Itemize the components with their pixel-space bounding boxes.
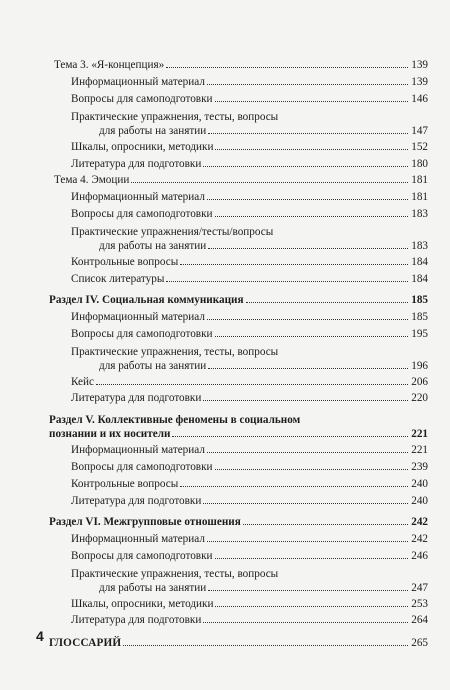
toc-page-number: 265 <box>411 637 428 650</box>
toc-page-number: 152 <box>411 140 428 153</box>
toc-entry-title-line2: познании и их носители <box>49 428 171 441</box>
toc-page-number: 247 <box>411 581 428 594</box>
table-of-contents <box>49 58 428 653</box>
dot-leader <box>172 436 408 437</box>
toc-page-number: 185 <box>411 293 428 306</box>
dot-leader <box>131 182 408 183</box>
toc-page-number: 206 <box>411 375 428 388</box>
toc-subentry <box>49 157 428 174</box>
toc-entry-title: Тема 3. «Я-концепция» <box>54 59 165 71</box>
toc-entry-title: Контрольные вопросы <box>71 478 179 491</box>
toc-entry-title: Литература для подготовки <box>71 157 202 170</box>
toc-page-number: 139 <box>411 59 428 71</box>
toc-subentry <box>49 549 428 566</box>
toc-entry-title: Вопросы для самоподготовки <box>71 461 213 474</box>
dot-leader <box>203 622 408 623</box>
dot-leader <box>215 558 409 559</box>
toc-page-number: 220 <box>411 392 428 405</box>
dot-leader <box>166 281 408 282</box>
toc-subentry <box>49 477 428 494</box>
toc-page-number: 221 <box>411 428 428 441</box>
toc-entry-title: Информационный материал <box>71 444 205 457</box>
toc-entry-title: Литература для подготовки <box>71 495 202 508</box>
dot-leader <box>215 101 409 102</box>
toc-page-number: 221 <box>411 444 428 457</box>
toc-section <box>49 412 428 443</box>
toc-page-number: 240 <box>411 495 428 508</box>
dot-leader <box>180 486 408 487</box>
toc-subentry <box>49 494 428 511</box>
toc-entry-title-line1: Практические упражнения, тесты, вопросы <box>71 567 279 580</box>
dot-leader <box>246 302 408 303</box>
dot-leader <box>208 248 408 249</box>
toc-subentry <box>49 140 428 157</box>
toc-subentry <box>49 443 428 460</box>
dot-leader <box>208 368 408 369</box>
dot-leader <box>207 84 408 85</box>
toc-entry-title: Вопросы для самоподготовки <box>71 92 213 105</box>
toc-entry-title: Вопросы для самоподготовки <box>71 327 213 340</box>
toc-page-number: 180 <box>411 157 428 170</box>
toc-subentry <box>49 375 428 392</box>
toc-subentry <box>49 391 428 408</box>
toc-subentry <box>49 327 428 344</box>
toc-subentry <box>49 207 428 224</box>
toc-page-number: 195 <box>411 327 428 340</box>
dot-leader <box>243 524 408 525</box>
toc-page-number: 242 <box>411 532 428 545</box>
page-number: 4 <box>36 628 44 644</box>
toc-entry-title: Раздел VI. Межгрупповые отношения <box>49 515 241 528</box>
toc-subentry <box>49 597 428 614</box>
toc-subentry <box>49 344 428 375</box>
toc-entry-title: Список литературы <box>71 273 165 286</box>
toc-page-number: 264 <box>411 614 428 627</box>
toc-page-number: 242 <box>411 515 428 528</box>
dot-leader <box>207 319 408 320</box>
toc-entry-title: Шкалы, опросники, методики <box>71 597 214 610</box>
toc-entry-title: Литература для подготовки <box>71 614 202 627</box>
toc-page-number: 240 <box>411 478 428 491</box>
dot-leader <box>203 503 408 504</box>
toc-entry-title: Раздел IV. Социальная коммуникация <box>49 293 244 306</box>
dot-leader <box>208 133 408 134</box>
toc-subentry <box>49 272 428 289</box>
toc-page-number: 183 <box>411 208 428 221</box>
dot-leader <box>215 469 409 470</box>
dot-leader <box>215 216 409 217</box>
toc-subentry <box>49 255 428 272</box>
toc-subentry <box>49 75 428 92</box>
toc-subentry <box>49 224 428 255</box>
dot-leader <box>208 590 408 591</box>
toc-entry-title-line2: для работы на занятии <box>99 359 207 372</box>
toc-section <box>49 515 428 532</box>
toc-page-number: 181 <box>411 174 428 187</box>
toc-subentry <box>49 109 428 140</box>
dot-leader <box>215 606 408 607</box>
toc-page-number: 184 <box>411 273 428 286</box>
toc-entry-title-line1: Практические упражнения, тесты, вопросы <box>71 345 279 358</box>
dot-leader <box>203 166 408 167</box>
toc-entry-title: Контрольные вопросы <box>71 256 179 269</box>
dot-leader <box>207 452 408 453</box>
toc-subentry <box>49 532 428 549</box>
dot-leader <box>180 264 408 265</box>
toc-entry-title: Кейс <box>71 375 94 388</box>
toc-entry-title-line1: Практические упражнения/тесты/вопросы <box>71 226 274 239</box>
dot-leader <box>166 67 408 68</box>
toc-entry-title: Тема 4. Эмоции <box>54 174 130 187</box>
toc-subentry <box>49 310 428 327</box>
toc-page-number: 147 <box>411 124 428 137</box>
dot-leader <box>123 645 408 646</box>
dot-leader <box>207 199 408 200</box>
dot-leader <box>207 541 408 542</box>
toc-page-number: 183 <box>411 240 428 253</box>
toc-page-number: 239 <box>411 461 428 474</box>
dot-leader <box>215 336 409 337</box>
toc-entry-title-line2: для работы на занятии <box>99 581 207 594</box>
toc-entry-title: Информационный материал <box>71 532 205 545</box>
toc-section <box>49 293 428 310</box>
toc-topic <box>49 173 428 190</box>
toc-page-number: 184 <box>411 256 428 269</box>
toc-entry-title: Информационный материал <box>71 75 205 88</box>
toc-entry-title-line1: Практические упражнения, тесты, вопросы <box>71 110 279 123</box>
toc-page-number: 185 <box>411 310 428 323</box>
toc-page-number: 139 <box>411 75 428 88</box>
toc-entry-title: Шкалы, опросники, методики <box>71 140 214 153</box>
toc-entry-title-line2: для работы на занятии <box>99 240 207 253</box>
toc-glossary <box>49 636 428 653</box>
toc-page-number: 181 <box>411 191 428 204</box>
toc-page-number: 253 <box>411 597 428 610</box>
toc-entry-title: ГЛОССАРИЙ <box>49 637 122 650</box>
toc-entry-title: Вопросы для самоподготовки <box>71 549 213 562</box>
toc-topic <box>49 58 428 75</box>
toc-page-number: 146 <box>411 92 428 105</box>
toc-entry-title: Вопросы для самоподготовки <box>71 208 213 221</box>
toc-entry-title: Литература для подготовки <box>71 392 202 405</box>
toc-subentry <box>49 460 428 477</box>
dot-leader <box>96 384 408 385</box>
dot-leader <box>215 149 408 150</box>
toc-entry-title-line1: Раздел V. Коллективные феномены в социальном <box>49 414 301 427</box>
toc-entry-title: Информационный материал <box>71 310 205 323</box>
toc-page-number: 196 <box>411 359 428 372</box>
toc-subentry <box>49 566 428 597</box>
toc-entry-title: Информационный материал <box>71 191 205 204</box>
dot-leader <box>203 400 408 401</box>
toc-page-number: 246 <box>411 549 428 562</box>
toc-subentry <box>49 190 428 207</box>
toc-entry-title-line2: для работы на занятии <box>99 124 207 137</box>
toc-subentry <box>49 92 428 109</box>
toc-subentry <box>49 613 428 630</box>
